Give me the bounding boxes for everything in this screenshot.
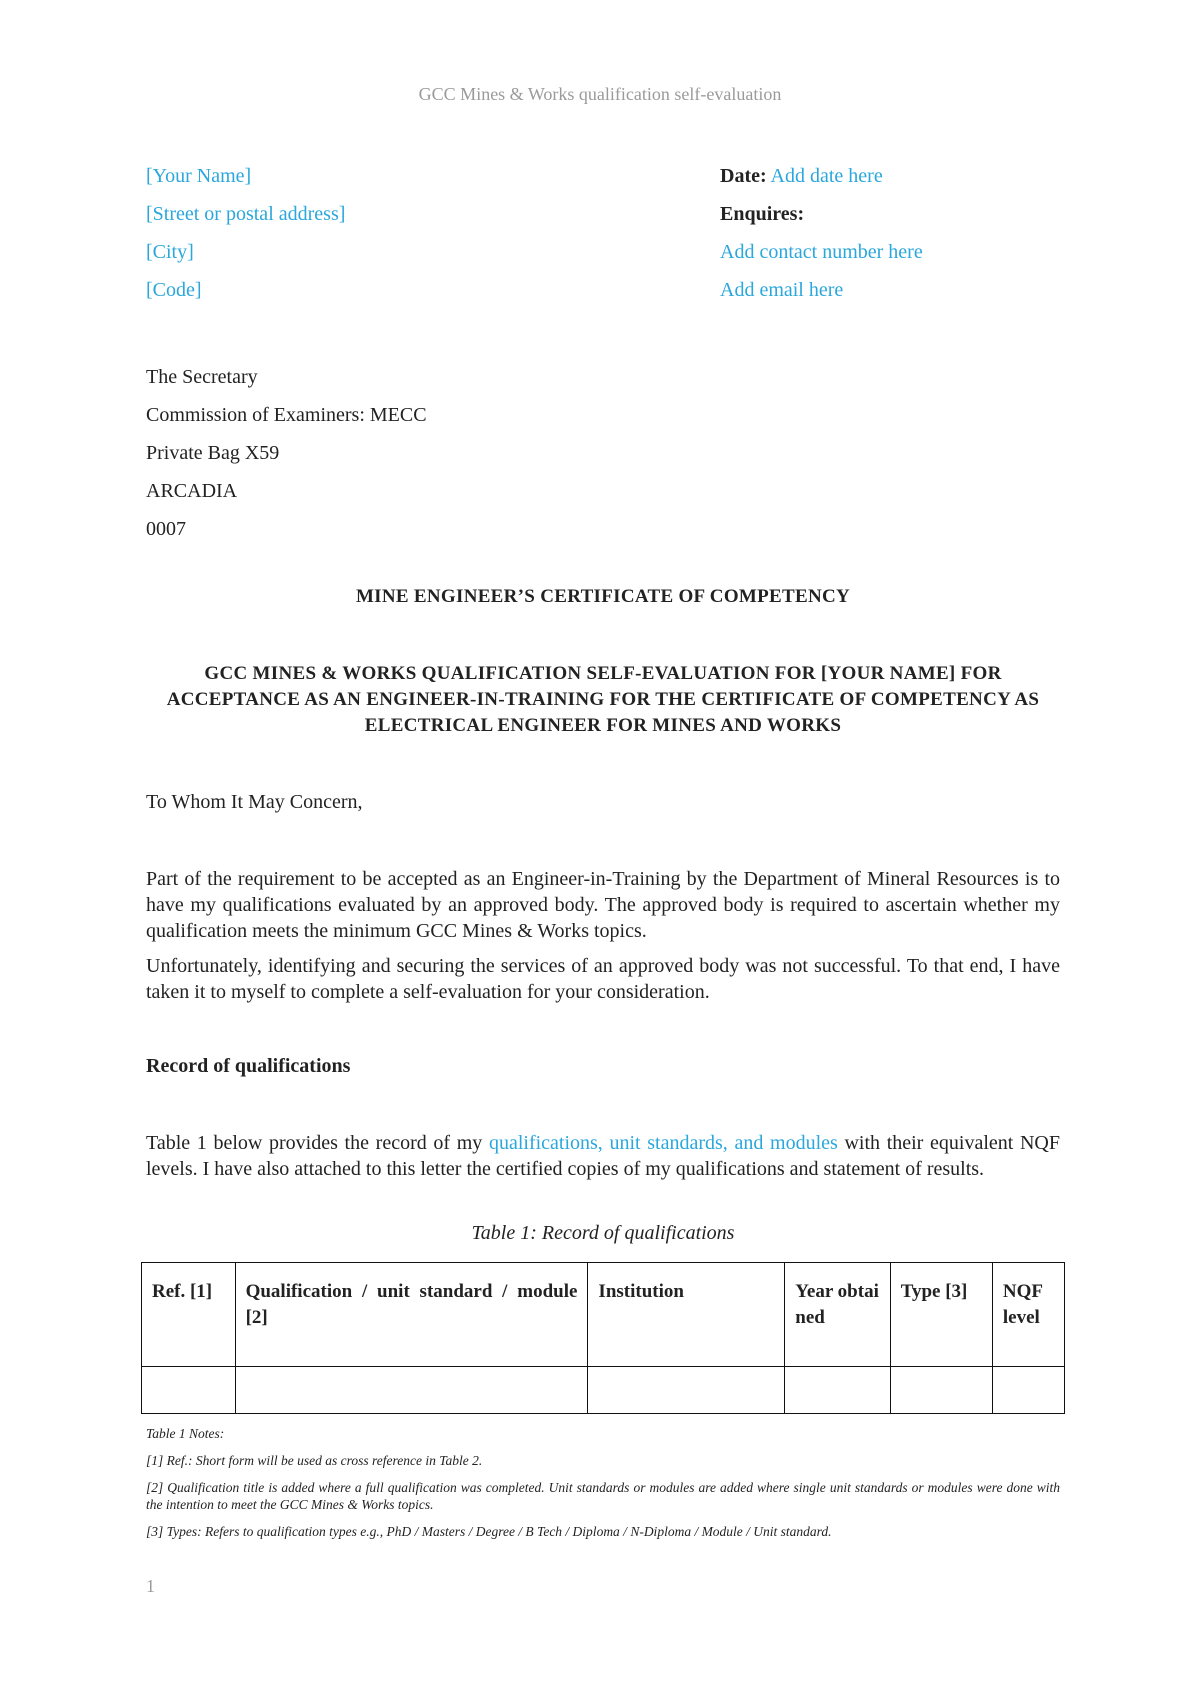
column-header-year: Year obtained bbox=[785, 1263, 890, 1367]
contact-number[interactable]: Add contact number here bbox=[720, 241, 923, 263]
table-cell-type[interactable] bbox=[890, 1367, 992, 1414]
sender-city[interactable]: [City] bbox=[146, 241, 194, 263]
recipient-line: Commission of Examiners: MECC bbox=[146, 404, 427, 426]
recipient-line: The Secretary bbox=[146, 366, 258, 388]
qualifications-link[interactable]: qualifications, unit standards, and modules bbox=[488, 1132, 838, 1154]
table-cell-qualification[interactable] bbox=[235, 1367, 588, 1414]
note-3: [3] Types: Refers to qualification types e.g., PhD / Masters / Degree / B Tech / Diploma / N-Diploma / Module / Unit standard. bbox=[146, 1524, 832, 1539]
date-line bbox=[720, 157, 923, 195]
sender-street[interactable]: [Street or postal address] bbox=[146, 203, 346, 225]
note-1: [1] Ref.: Short form will be used as cross reference in Table 2. bbox=[146, 1453, 483, 1468]
table-caption: Table 1: Record of qualifications bbox=[471, 1222, 735, 1244]
column-header-institution: Institution bbox=[588, 1263, 785, 1367]
table-cell-ref[interactable] bbox=[142, 1367, 236, 1414]
paragraph-3-end: with their equivalent NQF levels. I have also attached to this letter the certified copies of my qualifications and statement of results. bbox=[146, 1132, 1060, 1180]
enquires-label: Enquires: bbox=[720, 203, 805, 225]
column-header-ref: Ref. [1] bbox=[142, 1263, 236, 1367]
letter-meta bbox=[720, 157, 923, 309]
document-title: MINE ENGINEER’S CERTIFICATE OF COMPETENCY bbox=[355, 586, 851, 607]
table-header-row bbox=[142, 1263, 1065, 1367]
recipient-line: 0007 bbox=[146, 518, 186, 540]
page-header: GCC Mines & Works qualification self-evaluation bbox=[418, 84, 782, 104]
greeting: To Whom It May Concern, bbox=[146, 791, 363, 813]
date-value[interactable]: Add date here bbox=[770, 165, 883, 187]
document-subtitle: GCC MINES & WORKS QUALIFICATION SELF-EVALUATION FOR [YOUR NAME] FOR ACCEPTANCE AS AN ENGINEER-IN-TRAINING FOR THE CERTIFICATE OF COMPETENCY AS ELECTRICAL ENGINEER FOR MINES AND WORKS bbox=[166, 663, 1040, 736]
sender-code[interactable]: [Code] bbox=[146, 279, 202, 301]
paragraph-3 bbox=[146, 1130, 1060, 1182]
table-row bbox=[142, 1367, 1065, 1414]
column-header-qualification: Qualification / unit standard / module [2] bbox=[235, 1263, 588, 1367]
table-cell-year[interactable] bbox=[785, 1367, 890, 1414]
table-cell-nqf[interactable] bbox=[992, 1367, 1064, 1414]
page-number: 1 bbox=[146, 1576, 155, 1596]
sender-address bbox=[146, 157, 345, 309]
paragraph-3-start: Table 1 below provides the record of my bbox=[146, 1132, 489, 1154]
recipient-line: Private Bag X59 bbox=[146, 442, 280, 464]
contact-email[interactable]: Add email here bbox=[720, 279, 844, 301]
notes-title: Table 1 Notes: bbox=[146, 1426, 225, 1441]
section-heading: Record of qualifications bbox=[146, 1055, 351, 1077]
sender-name[interactable]: [Your Name] bbox=[146, 165, 252, 187]
recipient-line: ARCADIA bbox=[146, 480, 238, 502]
qualifications-table bbox=[141, 1262, 1065, 1414]
column-header-nqf: NQF level bbox=[992, 1263, 1064, 1367]
paragraph-1: Part of the requirement to be accepted as an Engineer-in-Training by the Department of Mineral Resources is to have my qualifications evaluated by an approved body. The approved body is required to ascertain whether my qualification meets the minimum GCC Mines & Works topics. bbox=[146, 868, 1060, 942]
paragraph-2: Unfortunately, identifying and securing the services of an approved body was not successful. To that end, I have taken it to myself to complete a self-evaluation for your consideration. bbox=[146, 955, 1060, 1003]
date-label: Date: bbox=[720, 165, 767, 187]
recipient-address bbox=[146, 358, 427, 548]
table-cell-institution[interactable] bbox=[588, 1367, 785, 1414]
column-header-type: Type [3] bbox=[890, 1263, 992, 1367]
table-notes bbox=[146, 1425, 1060, 1550]
note-2: [2] Qualification title is added where a full qualification was completed. Unit standards or modules are added where single unit standards or modules were done with the intention to meet the GCC Mines & Works topics. bbox=[146, 1480, 1060, 1512]
